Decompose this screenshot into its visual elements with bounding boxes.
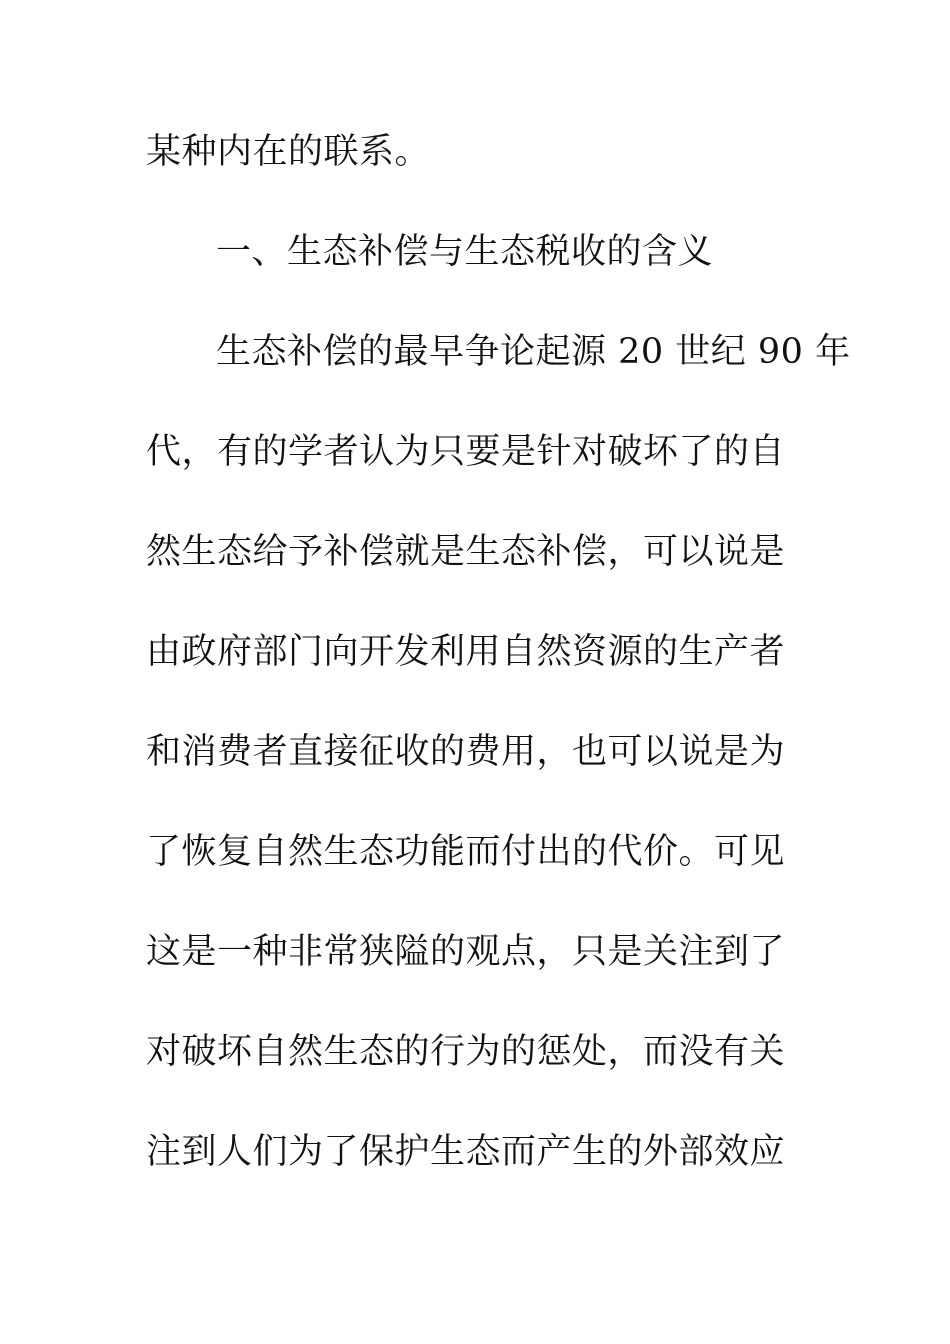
- paragraph-line-8: 这是一种非常狭隘的观点，只是关注到了: [146, 932, 786, 972]
- paragraph-line-4: 然生态给予补偿就是生态补偿，可以说是: [146, 532, 786, 572]
- paragraph-line-3: 代，有的学者认为只要是针对破坏了的自: [146, 432, 786, 472]
- paragraph-line-10: 注到人们为了保护生态而产生的外部效应: [146, 1132, 786, 1172]
- section-heading: 一、生态补偿与生态税收的含义: [216, 232, 714, 272]
- paragraph-line-7: 了恢复自然生态功能而付出的代价。可见: [146, 832, 786, 872]
- paragraph-line-2: 生态补偿的最早争论起源 20 世纪 90 年: [216, 332, 851, 372]
- paragraph-line-1: 某种内在的联系。: [146, 132, 431, 172]
- paragraph-line-6: 和消费者直接征收的费用，也可以说是为: [146, 732, 786, 772]
- paragraph-line-9: 对破坏自然生态的行为的惩处，而没有关: [146, 1032, 786, 1072]
- paragraph-line-5: 由政府部门向开发利用自然资源的生产者: [146, 632, 786, 672]
